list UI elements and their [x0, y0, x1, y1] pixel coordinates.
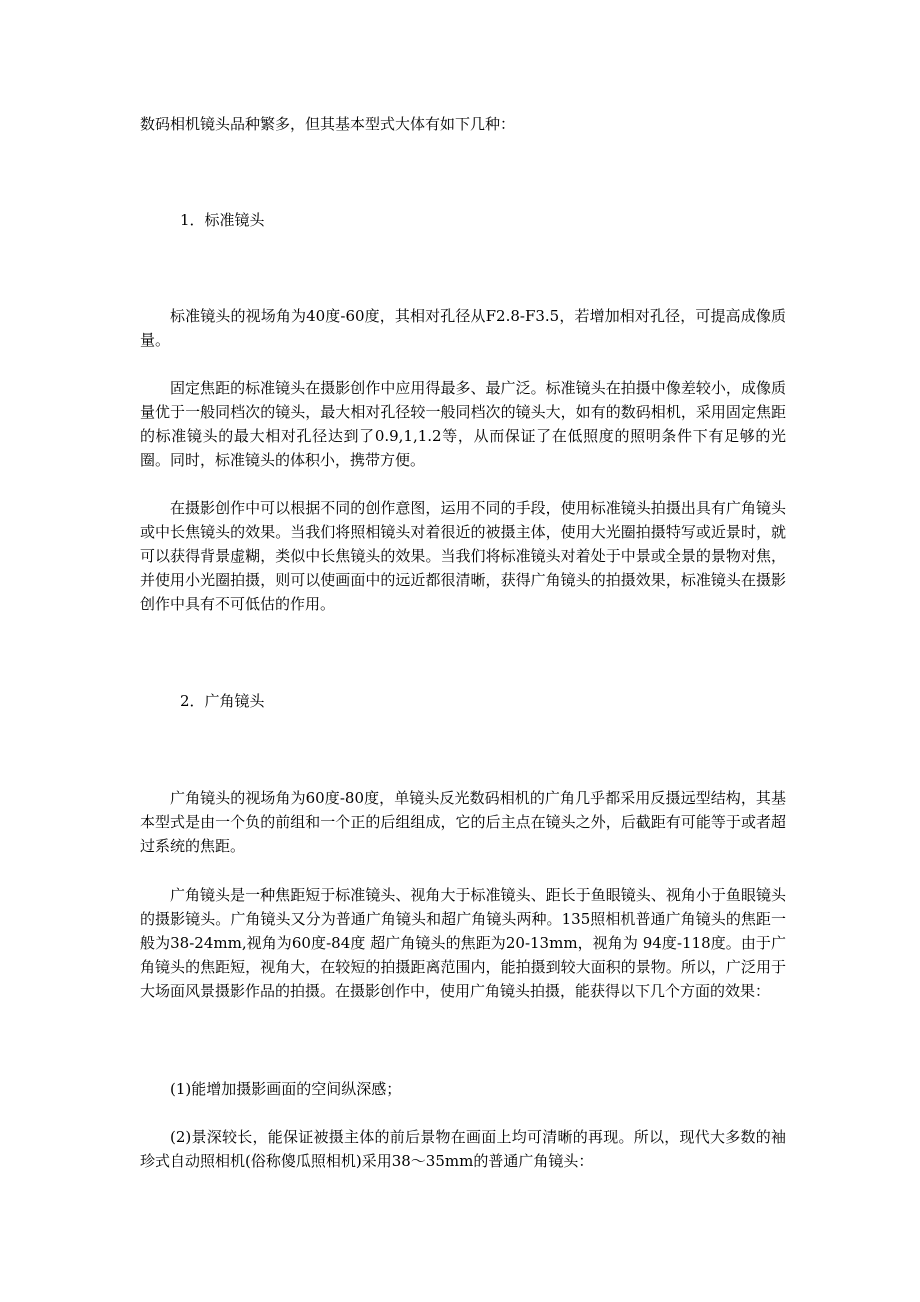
- section-1-paragraph: 在摄影创作中可以根据不同的创作意图，运用不同的手段，使用标准镜头拍摄出具有广角镜头或中长焦镜头的效果。当我们将照相镜头对着很近的被摄主体，使用大光圈拍摄特写或近景时，就可以获得背景虚糊，类似中长焦镜头的效果。当我们将标准镜头对着处于中景或全景的景物对焦，并使用小光圈拍摄，则可以使画面中的远近都很清晰，获得广角镜头的拍摄效果，标准镜头在摄影创作中具有不可低估的作用。: [140, 499, 786, 613]
- section-2-paragraph: 广角镜头的视场角为60度-80度，单镜头反光数码相机的广角几乎都采用反摄远型结构，其基本型式是由一个负的前组和一个正的后组组成，它的后主点在镜头之外，后截距有可能等于或者超过系统的焦距。: [140, 789, 786, 855]
- section-1-paragraph: 标准镜头的视场角为40度-60度，其相对孔径从F2.8-F3.5，若增加相对孔径，可提高成像质量。: [140, 307, 786, 349]
- section-2-heading: 2．广角镜头: [180, 692, 265, 710]
- section-2-paragraph: 广角镜头是一种焦距短于标准镜头、视角大于标准镜头、距长于鱼眼镜头、视角小于鱼眼镜头的摄影镜头。广角镜头又分为普通广角镜头和超广角镜头两种。135照相机普通广角镜头的焦距一般为38-24mm,视角为60度-84度 超广角镜头的焦距为20-13mm，视角为 94度-118度。由于广角镜头的焦距短，视角大，在较短的拍摄距离范围内，能拍摄到较大面积的景物。所以，广泛用于大场面风景摄影作品的拍摄。在摄影创作中，使用广角镜头拍摄，能获得以下几个方面的效果：: [140, 886, 786, 1000]
- section-2-paragraph: (2)景深较长，能保证被摄主体的前后景物在画面上均可清晰的再现。所以，现代大多数的袖珍式自动照相机(俗称傻瓜照相机)采用38～35mm的普通广角镜头：: [140, 1128, 786, 1170]
- section-1-paragraph: 固定焦距的标准镜头在摄影创作中应用得最多、最广泛。标准镜头在拍摄中像差较小，成像质量优于一般同档次的镜头，最大相对孔径较一般同档次的镜头大，如有的数码相机，采用固定焦距的标准镜头的最大相对孔径达到了0.9,1,1.2等，从而保证了在低照度的照明条件下有足够的光圈。同时，标准镜头的体积小，携带方便。: [140, 379, 786, 469]
- section-2-paragraph: (1)能增加摄影画面的空间纵深感；: [170, 1080, 402, 1098]
- section-1-heading: 1．标准镜头: [180, 211, 265, 229]
- intro-paragraph: 数码相机镜头品种繁多，但其基本型式大体有如下几种：: [140, 115, 516, 133]
